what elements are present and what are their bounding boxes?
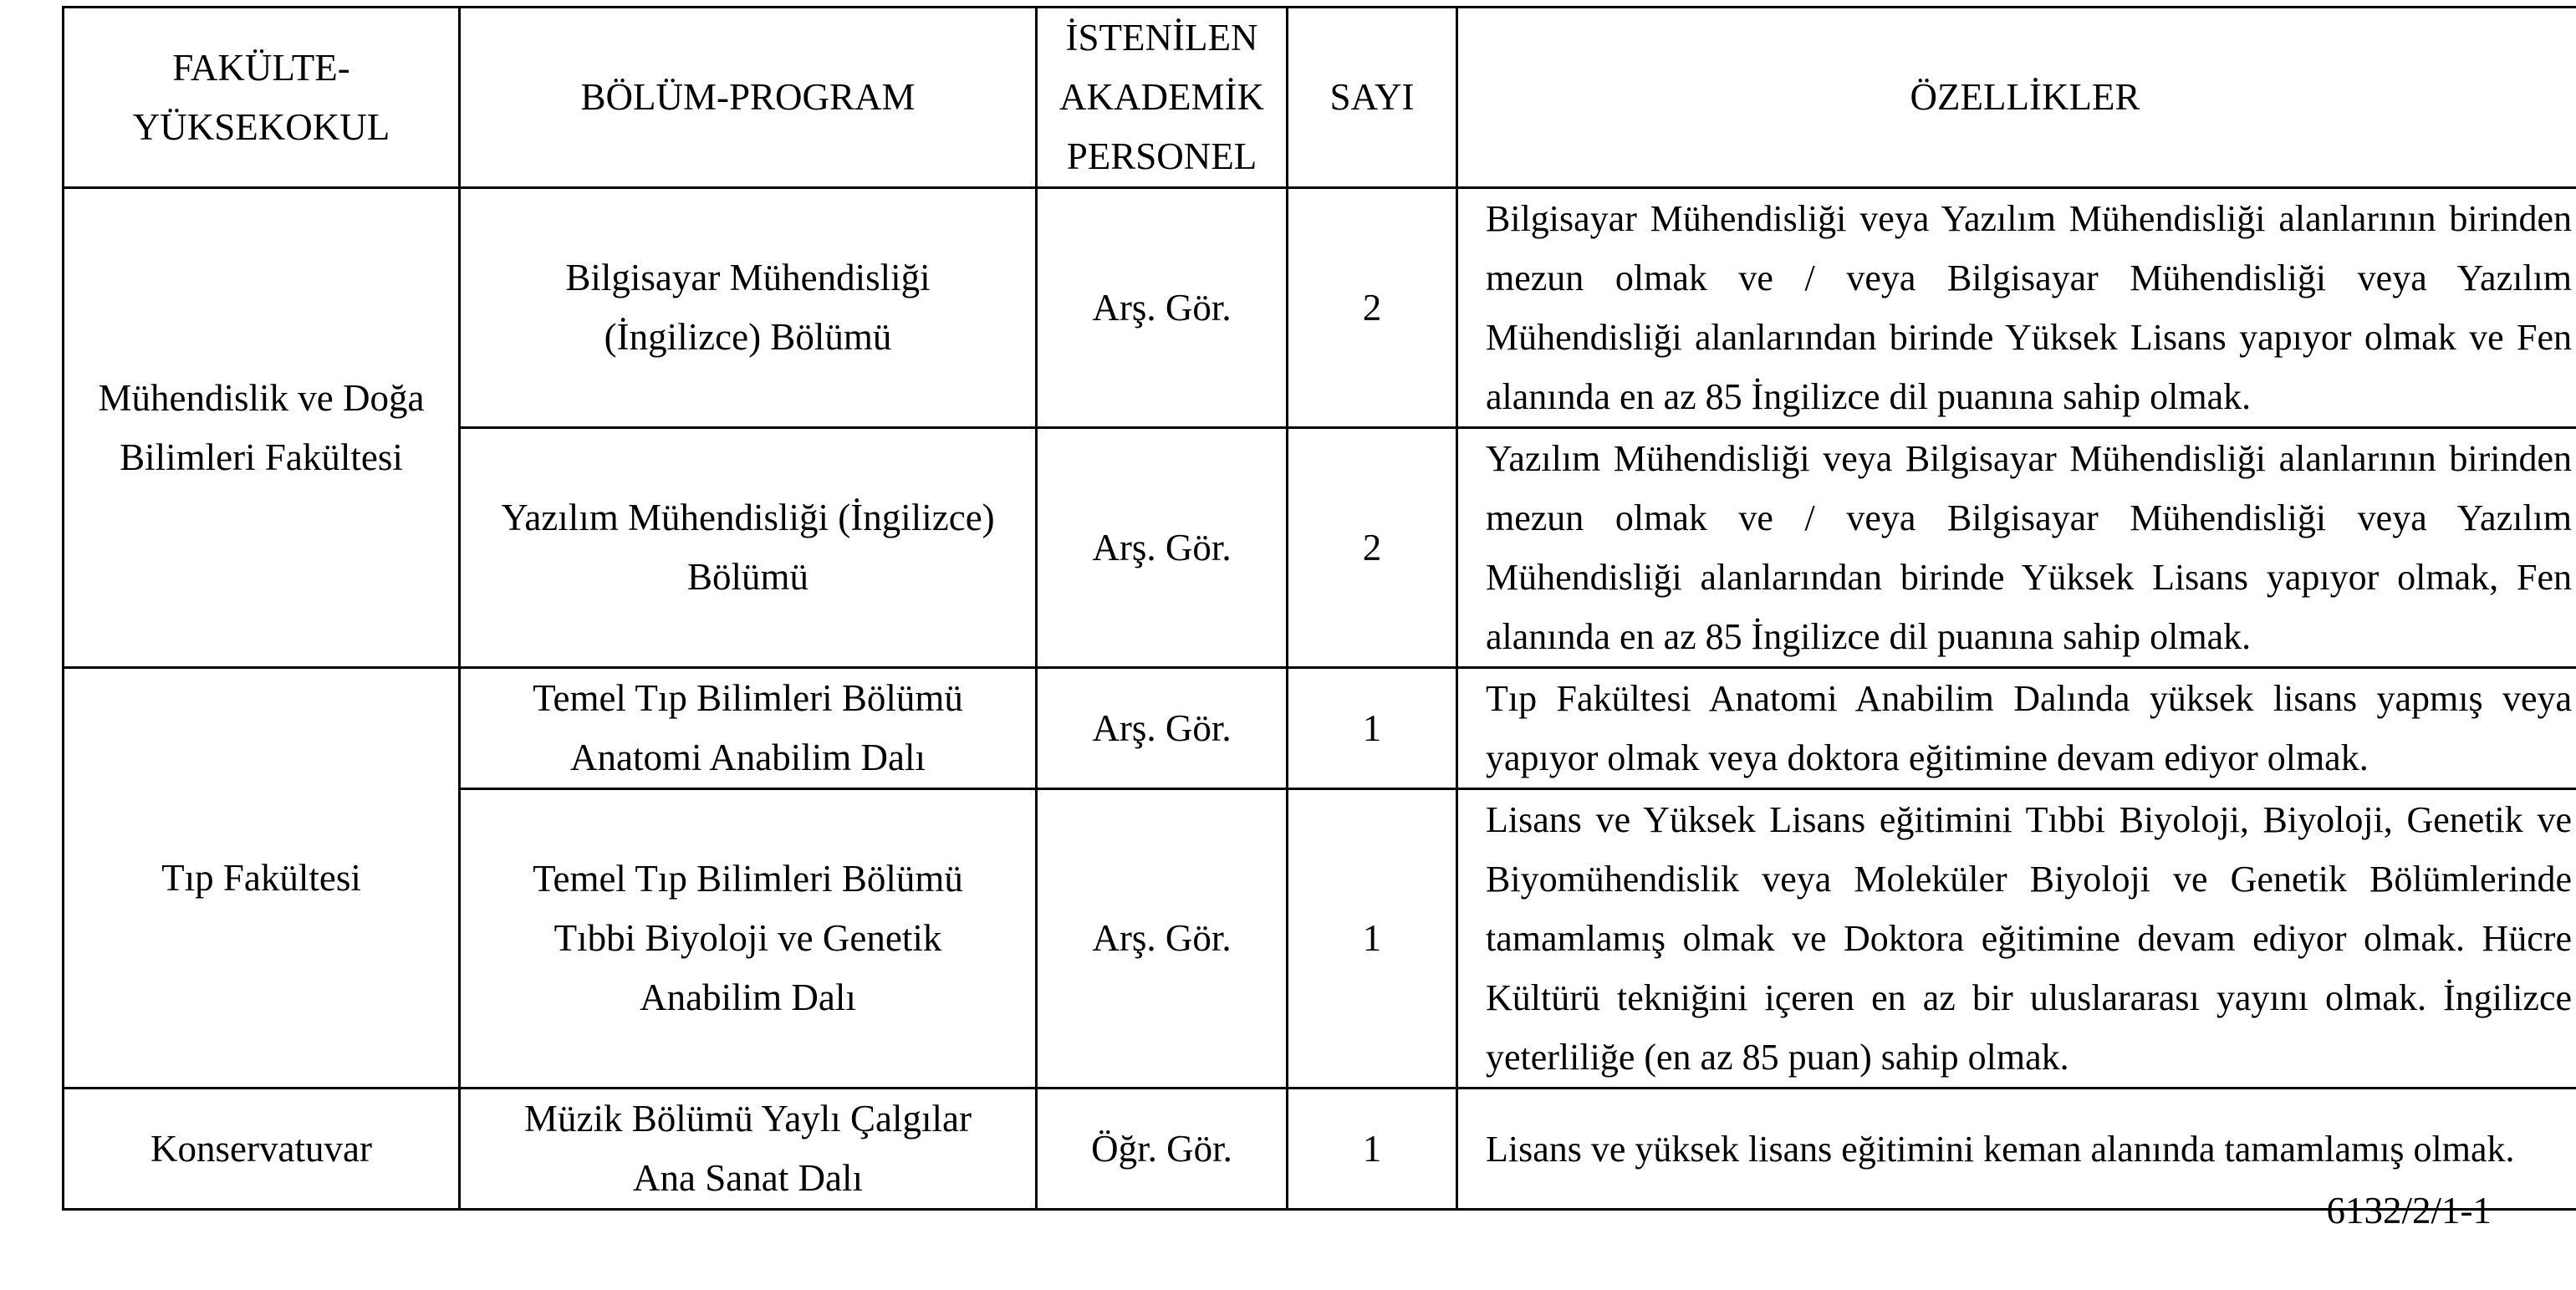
table-row [64,1089,2576,1210]
ozellikler-cell [1457,428,2576,668]
ozellikler-text: Bilgisayar Mühendisliği veya Yazılım Mühendisliği alanlarının birinden mezun olmak ve / veya Bilgisayar Mühendisliği veya Yazılım Mühendisliği alanlarından birinde Yüksek Lisans yapıyor olmak ve Fen alanında en az 85 İngilizce dil puanına sahip olmak. [1486,198,2572,417]
bolum-cell [460,188,1037,428]
faculty-label: Mühendislik ve Doğa Bilimleri Fakültesi [98,376,425,478]
header-sayi [1288,8,1457,188]
ozellikler-text: Tıp Fakültesi Anatomi Anabilim Dalında yüksek lisans yapmış veya yapıyor olmak veya doktora eğitimine devam ediyor olmak. [1486,678,2572,778]
bolum-cell [460,668,1037,789]
header-row [64,8,2576,188]
sayi-cell [1288,668,1457,789]
personel-label: Arş. Gör. [1092,706,1232,749]
faculty-cell [64,188,460,668]
header-ozellikler-label: ÖZELLİKLER [1910,76,2140,118]
personel-cell [1037,188,1288,428]
bolum-label: Yazılım Mühendisliği (İngilizce) Bölümü [501,497,995,598]
sayi-cell [1288,789,1457,1089]
header-personel [1037,8,1288,188]
document-number: 6132/2/1-1 [2326,1190,2492,1231]
header-fakulte [64,8,460,188]
header-fakulte-label: FAKÜLTE- YÜKSEKOKUL [132,46,390,148]
personel-label: Arş. Gör. [1092,526,1232,569]
personel-label: Öğr. Gör. [1091,1127,1232,1170]
ozellikler-cell [1457,789,2576,1089]
personel-label: Arş. Gör. [1092,286,1232,329]
faculty-label: Konservatuvar [150,1127,372,1170]
faculty-cell [64,668,460,1089]
faculty-label: Tıp Fakültesi [161,856,361,899]
ozellikler-text: Lisans ve yüksek lisans eğitimini keman alanında tamamlamış olmak. [1486,1128,2515,1170]
personel-cell [1037,789,1288,1089]
academic-staff-table [62,6,2576,1211]
table-row [64,668,2576,789]
sayi-label: 2 [1362,526,1382,569]
header-personel-label: İSTENİLEN AKADEMİK PERSONEL [1059,17,1264,177]
bolum-cell [460,789,1037,1089]
bolum-label: Bilgisayar Mühendisliği (İngilizce) Bölümü [565,257,931,358]
sayi-label: 1 [1362,1127,1382,1170]
header-ozellikler [1457,8,2576,188]
personel-label: Arş. Gör. [1092,917,1232,959]
bolum-label: Temel Tıp Bilimleri Bölümü Anatomi Anabilim Dalı [533,677,963,778]
sayi-cell [1288,428,1457,668]
personel-cell [1037,668,1288,789]
bolum-label: Temel Tıp Bilimleri Bölümü Tıbbi Biyoloji ve Genetik Anabilim Dalı [533,858,963,1018]
ozellikler-text: Yazılım Mühendisliği veya Bilgisayar Mühendisliği alanlarının birinden mezun olmak ve / veya Bilgisayar Mühendisliği veya Yazılım Mühendisliği alanlarından birinde Yüksek Lisans yapıyor olmak, Fen alanında en az 85 İngilizce dil puanına sahip olmak. [1486,438,2572,657]
ozellikler-cell [1457,668,2576,789]
sayi-label: 1 [1362,706,1382,749]
personel-cell [1037,1089,1288,1210]
ozellikler-cell [1457,188,2576,428]
ozellikler-text: Lisans ve Yüksek Lisans eğitimini Tıbbi Biyoloji, Biyoloji, Genetik ve Biyomühendislik veya Moleküler Biyoloji ve Genetik Bölümlerinde tamamlamış olmak ve Doktora eğitimine devam ediyor olmak. Hücre Kültürü tekniğini içeren en az bir uluslararası yayını olmak. İngilizce yeterliliğe (en az 85 puan) sahip olmak. [1486,799,2572,1078]
bolum-label: Müzik Bölümü Yaylı Çalgılar Ana Sanat Dalı [523,1098,972,1199]
sayi-label: 2 [1362,286,1382,329]
sayi-cell [1288,188,1457,428]
sayi-label: 1 [1362,917,1382,959]
table-row [64,188,2576,428]
bolum-cell [460,428,1037,668]
header-bolum-label: BÖLÜM-PROGRAM [580,76,916,118]
faculty-cell [64,1089,460,1210]
header-bolum [460,8,1037,188]
sayi-cell [1288,1089,1457,1210]
personel-cell [1037,428,1288,668]
header-sayi-label: SAYI [1329,76,1415,118]
bolum-cell [460,1089,1037,1210]
